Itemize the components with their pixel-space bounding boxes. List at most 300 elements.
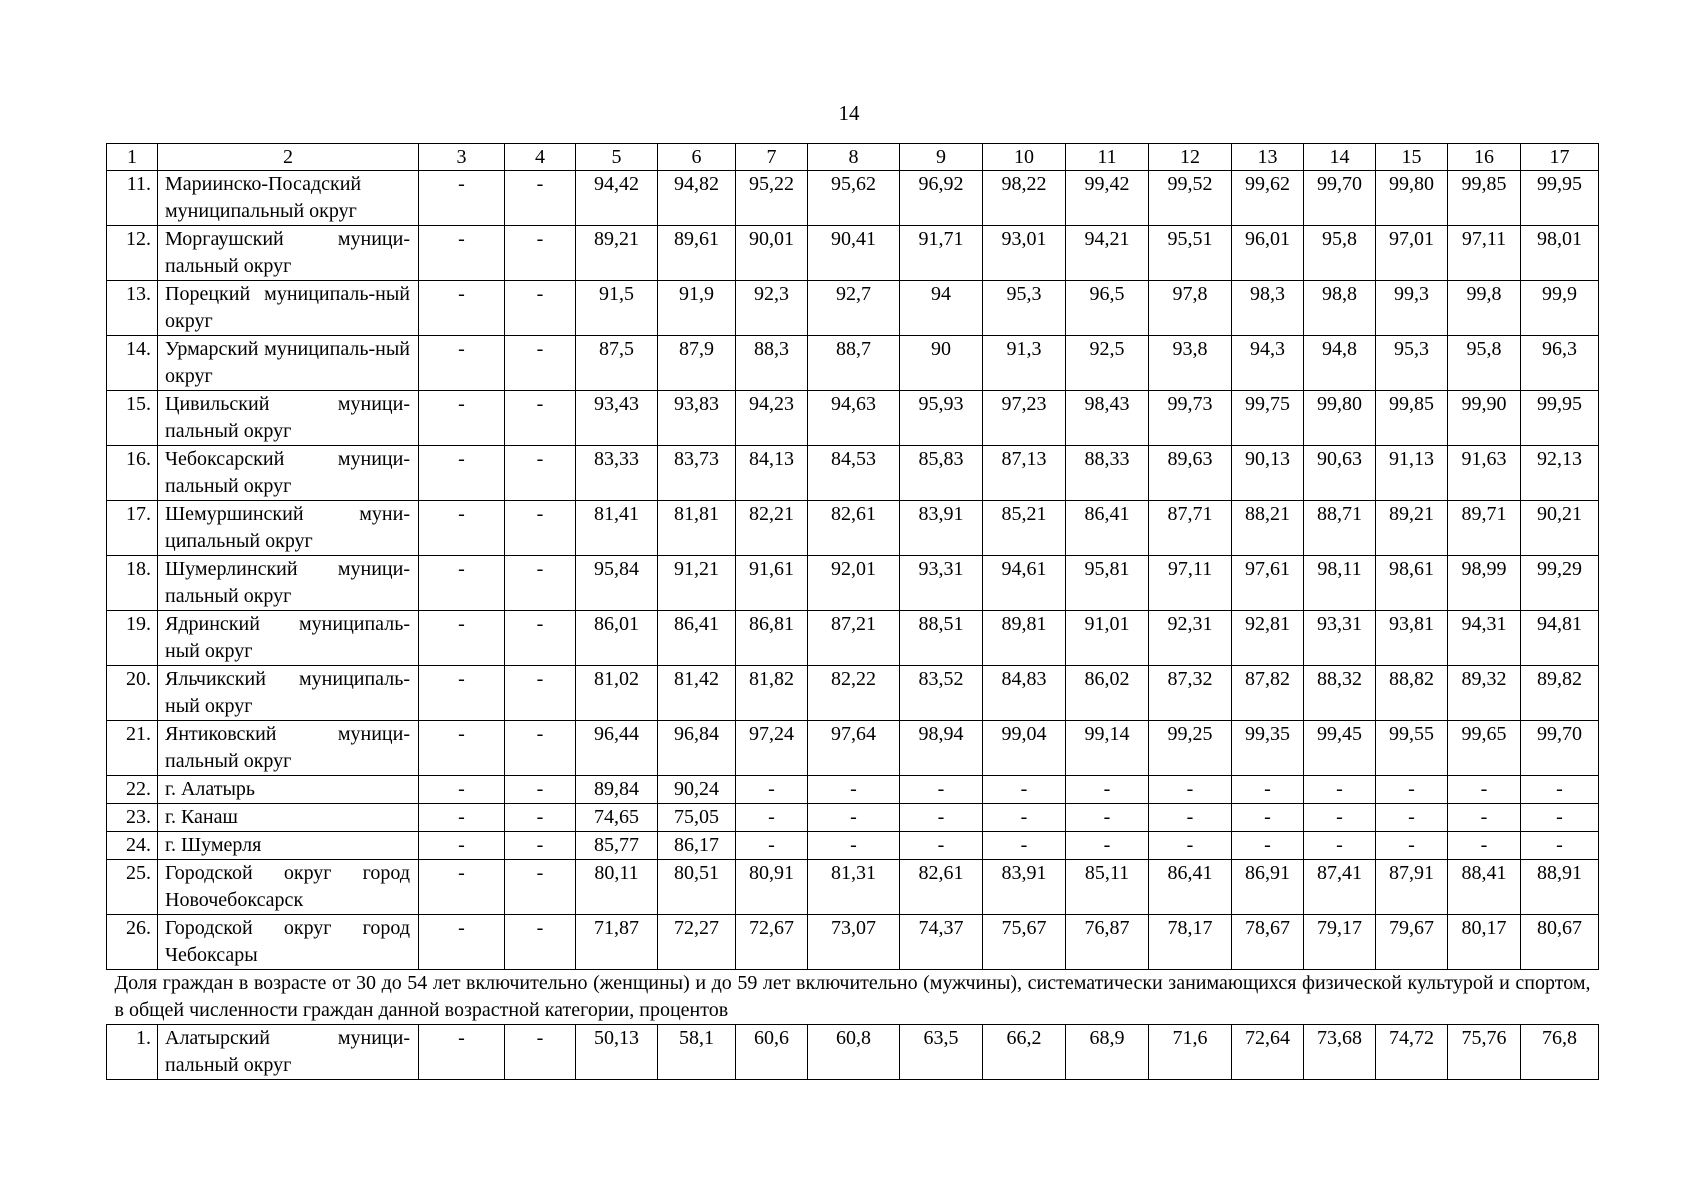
data-table [106, 143, 1599, 1080]
territory-name: г. Канаш [158, 804, 419, 832]
value-cell: 99,70 [1521, 721, 1599, 776]
value-cell: - [419, 666, 505, 721]
value-cell: - [505, 611, 576, 666]
value-cell: 96,92 [900, 171, 983, 226]
value-cell: 87,9 [658, 336, 736, 391]
value-cell: 88,7 [808, 336, 900, 391]
value-cell: 94,61 [983, 556, 1066, 611]
value-cell: 90,01 [736, 226, 808, 281]
value-cell: 95,22 [736, 171, 808, 226]
value-cell: - [1304, 776, 1376, 804]
value-cell: 91,61 [736, 556, 808, 611]
value-cell: 93,83 [658, 391, 736, 446]
value-cell: 73,07 [808, 915, 900, 970]
value-cell: 99,95 [1521, 391, 1599, 446]
page-number: 14 [838, 101, 860, 125]
column-header: 1 [107, 144, 158, 171]
value-cell: 75,67 [983, 915, 1066, 970]
row-number: 19. [107, 611, 158, 666]
territory-name: Шемуршинский муни-ципальный округ [158, 501, 419, 556]
value-cell: 63,5 [900, 1025, 983, 1080]
value-cell: 71,87 [576, 915, 658, 970]
value-cell: - [505, 860, 576, 915]
value-cell: - [505, 721, 576, 776]
column-header: 17 [1521, 144, 1599, 171]
value-cell: - [419, 832, 505, 860]
value-cell: - [1376, 776, 1448, 804]
value-cell: 88,33 [1066, 446, 1149, 501]
value-cell: 82,61 [900, 860, 983, 915]
value-cell: 85,11 [1066, 860, 1149, 915]
value-cell: 93,81 [1376, 611, 1448, 666]
value-cell: 92,7 [808, 281, 900, 336]
value-cell: 88,71 [1304, 501, 1376, 556]
value-cell: 98,43 [1066, 391, 1149, 446]
column-header: 9 [900, 144, 983, 171]
value-cell: 91,63 [1448, 446, 1521, 501]
value-cell: 98,3 [1232, 281, 1304, 336]
value-cell: - [505, 501, 576, 556]
territory-name: г. Алатырь [158, 776, 419, 804]
value-cell: - [983, 776, 1066, 804]
column-header: 7 [736, 144, 808, 171]
value-cell: 84,53 [808, 446, 900, 501]
row-number: 1. [107, 1025, 158, 1080]
header-row [107, 144, 1599, 171]
value-cell: - [419, 860, 505, 915]
row-number: 17. [107, 501, 158, 556]
value-cell: - [983, 832, 1066, 860]
value-cell: 99,45 [1304, 721, 1376, 776]
value-cell: 93,01 [983, 226, 1066, 281]
row-number: 24. [107, 832, 158, 860]
value-cell: - [505, 336, 576, 391]
value-cell: 84,83 [983, 666, 1066, 721]
value-cell: 72,27 [658, 915, 736, 970]
value-cell: 58,1 [658, 1025, 736, 1080]
value-cell: 94,63 [808, 391, 900, 446]
territory-name: Ядринский муниципаль-ный округ [158, 611, 419, 666]
value-cell: - [505, 776, 576, 804]
value-cell: 89,61 [658, 226, 736, 281]
value-cell: 81,82 [736, 666, 808, 721]
value-cell: 79,67 [1376, 915, 1448, 970]
value-cell: - [808, 776, 900, 804]
value-cell: 84,13 [736, 446, 808, 501]
value-cell: 95,8 [1448, 336, 1521, 391]
value-cell: 80,51 [658, 860, 736, 915]
value-cell: - [736, 776, 808, 804]
value-cell: 99,55 [1376, 721, 1448, 776]
value-cell: 98,61 [1376, 556, 1448, 611]
value-cell: - [1304, 804, 1376, 832]
value-cell: - [1066, 776, 1149, 804]
value-cell: 81,02 [576, 666, 658, 721]
column-header: 2 [158, 144, 419, 171]
value-cell: - [505, 171, 576, 226]
value-cell: 96,01 [1232, 226, 1304, 281]
value-cell: - [505, 281, 576, 336]
value-cell: 60,6 [736, 1025, 808, 1080]
value-cell: 99,25 [1149, 721, 1232, 776]
value-cell: - [419, 501, 505, 556]
value-cell: 88,32 [1304, 666, 1376, 721]
value-cell: 68,9 [1066, 1025, 1149, 1080]
value-cell: 91,5 [576, 281, 658, 336]
value-cell: 94,81 [1521, 611, 1599, 666]
value-cell: - [505, 1025, 576, 1080]
value-cell: 92,3 [736, 281, 808, 336]
value-cell: - [900, 832, 983, 860]
value-cell: - [505, 391, 576, 446]
value-cell: 75,05 [658, 804, 736, 832]
value-cell: 87,32 [1149, 666, 1232, 721]
value-cell: 86,17 [658, 832, 736, 860]
value-cell: 83,91 [983, 860, 1066, 915]
column-header: 5 [576, 144, 658, 171]
territory-name: Алатырский муници-пальный округ [158, 1025, 419, 1080]
value-cell: 99,35 [1232, 721, 1304, 776]
value-cell: 74,65 [576, 804, 658, 832]
value-cell: 94 [900, 281, 983, 336]
value-cell: 78,67 [1232, 915, 1304, 970]
value-cell: - [1521, 776, 1599, 804]
value-cell: 87,82 [1232, 666, 1304, 721]
value-cell: 89,32 [1448, 666, 1521, 721]
value-cell: 80,67 [1521, 915, 1599, 970]
value-cell: - [1066, 804, 1149, 832]
row-number: 25. [107, 860, 158, 915]
value-cell: - [808, 832, 900, 860]
table-row [107, 721, 1599, 776]
value-cell: - [1521, 832, 1599, 860]
value-cell: 99,85 [1376, 391, 1448, 446]
value-cell: 87,41 [1304, 860, 1376, 915]
value-cell: 99,95 [1521, 171, 1599, 226]
value-cell: - [419, 915, 505, 970]
value-cell: 85,21 [983, 501, 1066, 556]
value-cell: 98,22 [983, 171, 1066, 226]
value-cell: 80,11 [576, 860, 658, 915]
value-cell: 91,9 [658, 281, 736, 336]
row-number: 18. [107, 556, 158, 611]
table-row [107, 804, 1599, 832]
value-cell: 88,82 [1376, 666, 1448, 721]
column-header: 11 [1066, 144, 1149, 171]
value-cell: 87,71 [1149, 501, 1232, 556]
table-row [107, 556, 1599, 611]
row-number: 12. [107, 226, 158, 281]
value-cell: 72,67 [736, 915, 808, 970]
value-cell: 88,21 [1232, 501, 1304, 556]
value-cell: - [505, 226, 576, 281]
table-row [107, 611, 1599, 666]
value-cell: 94,3 [1232, 336, 1304, 391]
value-cell: 99,42 [1066, 171, 1149, 226]
value-cell: - [736, 804, 808, 832]
value-cell: 89,21 [576, 226, 658, 281]
value-cell: 99,52 [1149, 171, 1232, 226]
value-cell: - [1149, 776, 1232, 804]
row-number: 22. [107, 776, 158, 804]
value-cell: 92,31 [1149, 611, 1232, 666]
territory-name: Мариинско-Посадский муниципальный округ [158, 171, 419, 226]
territory-name: Городской округ город Чебоксары [158, 915, 419, 970]
value-cell: 93,31 [1304, 611, 1376, 666]
value-cell: 83,91 [900, 501, 983, 556]
value-cell: 76,8 [1521, 1025, 1599, 1080]
value-cell: 99,70 [1304, 171, 1376, 226]
value-cell: - [505, 556, 576, 611]
value-cell: 87,5 [576, 336, 658, 391]
column-header: 16 [1448, 144, 1521, 171]
table-row [107, 1025, 1599, 1080]
column-header: 12 [1149, 144, 1232, 171]
value-cell: 88,41 [1448, 860, 1521, 915]
value-cell: 71,6 [1149, 1025, 1232, 1080]
value-cell: 99,85 [1448, 171, 1521, 226]
table-row [107, 226, 1599, 281]
value-cell: 96,3 [1521, 336, 1599, 391]
value-cell: 91,01 [1066, 611, 1149, 666]
value-cell: 97,64 [808, 721, 900, 776]
value-cell: 90,24 [658, 776, 736, 804]
territory-name: Шумерлинский муници-пальный округ [158, 556, 419, 611]
value-cell: 92,81 [1232, 611, 1304, 666]
value-cell: 88,51 [900, 611, 983, 666]
value-cell: 91,13 [1376, 446, 1448, 501]
value-cell: - [505, 804, 576, 832]
value-cell: 99,29 [1521, 556, 1599, 611]
value-cell: 96,5 [1066, 281, 1149, 336]
value-cell: 87,91 [1376, 860, 1448, 915]
value-cell: 94,23 [736, 391, 808, 446]
value-cell: 94,42 [576, 171, 658, 226]
column-header: 3 [419, 144, 505, 171]
row-number: 16. [107, 446, 158, 501]
value-cell: 72,64 [1232, 1025, 1304, 1080]
value-cell: 95,3 [983, 281, 1066, 336]
value-cell: 93,31 [900, 556, 983, 611]
value-cell: 92,01 [808, 556, 900, 611]
value-cell: 88,3 [736, 336, 808, 391]
value-cell: - [505, 446, 576, 501]
table-body [107, 144, 1599, 1080]
value-cell: 76,87 [1066, 915, 1149, 970]
table-row [107, 666, 1599, 721]
value-cell: - [419, 556, 505, 611]
value-cell: 95,81 [1066, 556, 1149, 611]
column-header: 15 [1376, 144, 1448, 171]
value-cell: 93,43 [576, 391, 658, 446]
territory-name: Урмарский муниципаль-ный округ [158, 336, 419, 391]
section-row [107, 970, 1599, 1025]
value-cell: 97,8 [1149, 281, 1232, 336]
value-cell: - [419, 226, 505, 281]
table-row [107, 860, 1599, 915]
value-cell: 82,22 [808, 666, 900, 721]
value-cell: - [1304, 832, 1376, 860]
value-cell: 97,24 [736, 721, 808, 776]
value-cell: 86,41 [1066, 501, 1149, 556]
value-cell: 86,01 [576, 611, 658, 666]
value-cell: 73,68 [1304, 1025, 1376, 1080]
value-cell: - [419, 804, 505, 832]
value-cell: 88,91 [1521, 860, 1599, 915]
value-cell: - [900, 776, 983, 804]
table-row [107, 391, 1599, 446]
value-cell: 98,94 [900, 721, 983, 776]
value-cell: 50,13 [576, 1025, 658, 1080]
value-cell: - [505, 832, 576, 860]
value-cell: 74,72 [1376, 1025, 1448, 1080]
row-number: 21. [107, 721, 158, 776]
value-cell: 99,75 [1232, 391, 1304, 446]
value-cell: 96,84 [658, 721, 736, 776]
value-cell: 85,77 [576, 832, 658, 860]
territory-name: Яльчикский муниципаль-ный округ [158, 666, 419, 721]
value-cell: - [419, 611, 505, 666]
row-number: 20. [107, 666, 158, 721]
value-cell: 98,01 [1521, 226, 1599, 281]
value-cell: 81,81 [658, 501, 736, 556]
value-cell: 97,01 [1376, 226, 1448, 281]
value-cell: 99,65 [1448, 721, 1521, 776]
value-cell: 90,63 [1304, 446, 1376, 501]
value-cell: 81,41 [576, 501, 658, 556]
value-cell: - [419, 446, 505, 501]
table-row [107, 336, 1599, 391]
value-cell: 66,2 [983, 1025, 1066, 1080]
value-cell: 90 [900, 336, 983, 391]
row-number: 26. [107, 915, 158, 970]
value-cell: 98,99 [1448, 556, 1521, 611]
value-cell: 97,11 [1149, 556, 1232, 611]
value-cell: 92,13 [1521, 446, 1599, 501]
column-header: 14 [1304, 144, 1376, 171]
table-row [107, 776, 1599, 804]
value-cell: 99,90 [1448, 391, 1521, 446]
value-cell: 97,23 [983, 391, 1066, 446]
value-cell: 99,62 [1232, 171, 1304, 226]
territory-name: Моргаушский муници-пальный округ [158, 226, 419, 281]
value-cell: 83,52 [900, 666, 983, 721]
value-cell: - [419, 721, 505, 776]
value-cell: - [419, 336, 505, 391]
value-cell: 60,8 [808, 1025, 900, 1080]
value-cell: 99,14 [1066, 721, 1149, 776]
table-row [107, 281, 1599, 336]
value-cell: - [1232, 832, 1304, 860]
value-cell: 95,3 [1376, 336, 1448, 391]
territory-name: Чебоксарский муници-пальный округ [158, 446, 419, 501]
section-heading: Доля граждан в возрасте от 30 до 54 лет включительно (женщины) и до 59 лет включительно (мужчины), систематически занимающихся физической культурой и спортом, в общей численности граждан данной возрастной категории, процентов [107, 970, 1599, 1025]
value-cell: 86,41 [1149, 860, 1232, 915]
value-cell: 91,71 [900, 226, 983, 281]
value-cell: 74,37 [900, 915, 983, 970]
value-cell: 95,8 [1304, 226, 1376, 281]
value-cell: - [1521, 804, 1599, 832]
value-cell: 94,21 [1066, 226, 1149, 281]
value-cell: 89,84 [576, 776, 658, 804]
value-cell: - [1448, 776, 1521, 804]
value-cell: - [1066, 832, 1149, 860]
value-cell: 81,42 [658, 666, 736, 721]
value-cell: 97,61 [1232, 556, 1304, 611]
value-cell: 94,82 [658, 171, 736, 226]
value-cell: 99,80 [1376, 171, 1448, 226]
value-cell: 98,8 [1304, 281, 1376, 336]
value-cell: 78,17 [1149, 915, 1232, 970]
value-cell: - [419, 391, 505, 446]
value-cell: 98,11 [1304, 556, 1376, 611]
value-cell: 89,82 [1521, 666, 1599, 721]
value-cell: 99,04 [983, 721, 1066, 776]
value-cell: - [1149, 832, 1232, 860]
table-row [107, 446, 1599, 501]
value-cell: - [419, 1025, 505, 1080]
row-number: 14. [107, 336, 158, 391]
value-cell: 91,21 [658, 556, 736, 611]
value-cell: - [505, 915, 576, 970]
territory-name: Янтиковский муници-пальный округ [158, 721, 419, 776]
table-row [107, 915, 1599, 970]
value-cell: 92,5 [1066, 336, 1149, 391]
row-number: 23. [107, 804, 158, 832]
value-cell: 95,93 [900, 391, 983, 446]
value-cell: 94,8 [1304, 336, 1376, 391]
value-cell: - [505, 666, 576, 721]
value-cell: 99,80 [1304, 391, 1376, 446]
value-cell: - [419, 776, 505, 804]
value-cell: 79,17 [1304, 915, 1376, 970]
value-cell: - [1376, 804, 1448, 832]
value-cell: 85,83 [900, 446, 983, 501]
value-cell: - [808, 804, 900, 832]
value-cell: 90,13 [1232, 446, 1304, 501]
table-row [107, 171, 1599, 226]
value-cell: 94,31 [1448, 611, 1521, 666]
row-number: 11. [107, 171, 158, 226]
value-cell: 80,17 [1448, 915, 1521, 970]
value-cell: 99,73 [1149, 391, 1232, 446]
territory-name: Цивильский муници-пальный округ [158, 391, 419, 446]
table-row [107, 832, 1599, 860]
value-cell: 89,63 [1149, 446, 1232, 501]
table-row [107, 501, 1599, 556]
value-cell: 99,3 [1376, 281, 1448, 336]
value-cell: 97,11 [1448, 226, 1521, 281]
column-header: 10 [983, 144, 1066, 171]
territory-name: г. Шумерля [158, 832, 419, 860]
value-cell: 83,33 [576, 446, 658, 501]
value-cell: 86,91 [1232, 860, 1304, 915]
value-cell: 91,3 [983, 336, 1066, 391]
territory-name: Порецкий муниципаль-ный округ [158, 281, 419, 336]
value-cell: 86,41 [658, 611, 736, 666]
value-cell: 99,8 [1448, 281, 1521, 336]
column-header: 4 [505, 144, 576, 171]
value-cell: - [736, 832, 808, 860]
value-cell: - [1232, 776, 1304, 804]
value-cell: 90,21 [1521, 501, 1599, 556]
territory-name: Городской округ город Новочебоксарск [158, 860, 419, 915]
value-cell: 95,51 [1149, 226, 1232, 281]
value-cell: 89,81 [983, 611, 1066, 666]
value-cell: 95,84 [576, 556, 658, 611]
value-cell: - [419, 281, 505, 336]
value-cell: - [900, 804, 983, 832]
